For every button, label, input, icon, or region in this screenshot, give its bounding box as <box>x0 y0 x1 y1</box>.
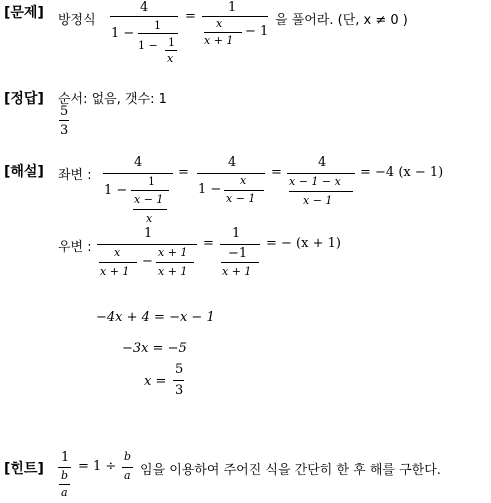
problem-lhs-inner-den-lead: 1 − <box>138 39 158 52</box>
solution-line3-num: 5 <box>175 362 184 377</box>
right-step1-b-num: x + 1 <box>158 246 188 259</box>
hint-frac-b: b <box>124 450 132 463</box>
right-result: = − (x + 1) <box>266 236 341 251</box>
left-eq2: = <box>271 165 282 180</box>
right-step2-num: 1 <box>232 226 241 241</box>
left-step2-inner-num: x <box>240 174 247 187</box>
left-step2-den-lead: 1 − <box>198 182 222 197</box>
left-step1-bar <box>103 173 173 174</box>
problem-rhs-den-num: x <box>216 17 223 30</box>
right-step2-bar <box>220 244 260 245</box>
right-step1-b-den: x + 1 <box>158 265 188 278</box>
hint-frac-den-bar <box>59 484 70 485</box>
hint-middle: = 1 ÷ <box>78 459 117 474</box>
right-step1-a-den: x + 1 <box>100 265 130 278</box>
hint-frac2-bar <box>122 467 133 468</box>
solution-right-label: 우변 : <box>58 240 92 255</box>
hint-frac-den-num: b <box>61 469 69 482</box>
left-step3-den-den: x − 1 <box>303 194 333 207</box>
problem-rhs-den-tail: − 1 <box>245 24 269 39</box>
right-step2-den-num: −1 <box>228 246 248 261</box>
left-step3-bar <box>287 173 355 174</box>
left-step2-num: 4 <box>228 155 237 170</box>
left-eq1: = <box>178 165 189 180</box>
solution-line3-bar <box>173 380 184 381</box>
problem-lhs-iid: x <box>167 52 174 65</box>
solution-line2: −3x = −5 <box>122 341 187 356</box>
answer-bar <box>59 120 69 121</box>
problem-prefix: 방정식 <box>58 13 96 28</box>
left-step1-inner-den-num: x − 1 <box>134 193 164 206</box>
right-step2-den-bar <box>221 262 259 263</box>
hint-label: [힌트] <box>4 461 44 477</box>
left-step1-inner-bar <box>131 190 169 191</box>
left-step2-bar <box>197 173 265 174</box>
hint-frac-num: 1 <box>61 450 70 465</box>
problem-lhs-den-lead: 1 − <box>111 26 135 41</box>
left-step2-inner-bar <box>224 190 264 191</box>
left-step1-num: 4 <box>134 155 143 170</box>
right-step1-minus: − <box>142 254 153 269</box>
left-step2-inner-den: x − 1 <box>226 192 256 205</box>
problem-rhs-den-bar <box>204 32 242 33</box>
problem-lhs-inner-bar <box>138 33 178 34</box>
right-step1-b-bar <box>156 262 194 263</box>
answer-label: [정답] <box>4 91 44 107</box>
left-step3-den-num: x − 1 − x <box>289 175 341 188</box>
left-step1-inner-den-den: x <box>146 212 153 225</box>
problem-lhs-inner-num: 1 <box>154 19 161 32</box>
right-eq1: = <box>203 236 214 251</box>
solution-left-label: 좌변 : <box>58 168 92 183</box>
right-step1-bar <box>97 244 197 245</box>
left-step3-den-bar <box>289 191 353 192</box>
hint-text: 임을 이용하여 주어진 식을 간단히 한 후 해를 구한다. <box>140 463 441 478</box>
problem-rhs-num: 1 <box>228 0 237 15</box>
problem-suffix: 을 풀어라. (단, x ≠ 0 ) <box>275 13 408 28</box>
solution-line3-den: 3 <box>175 383 184 398</box>
problem-lhs-iin: 1 <box>168 36 175 49</box>
left-step1-den-lead: 1 − <box>104 183 128 198</box>
problem-lhs-bar <box>110 16 178 17</box>
left-step1-inner-den-bar <box>133 209 167 210</box>
problem-lhs-num: 4 <box>140 0 149 15</box>
answer-num: 5 <box>60 104 69 119</box>
hint-frac-den-den: a <box>61 486 68 499</box>
hint-frac-bar <box>58 467 71 468</box>
right-step1-a-num: x <box>114 246 121 259</box>
left-result: = −4 (x − 1) <box>360 165 444 180</box>
problem-label: [문제] <box>4 5 44 21</box>
solution-line3-lead: x = <box>144 374 167 389</box>
right-step1-num: 1 <box>144 226 153 241</box>
solution-label: [해설] <box>4 164 44 180</box>
left-step3-num: 4 <box>318 155 327 170</box>
right-step2-den-den: x + 1 <box>222 265 252 278</box>
problem-rhs-bar <box>202 16 268 17</box>
problem-eq: = <box>185 9 196 24</box>
answer-text: 순서: 없음, 갯수: 1 <box>58 92 167 107</box>
solution-line1: −4x + 4 = −x − 1 <box>96 310 215 325</box>
answer-den: 3 <box>60 123 69 138</box>
hint-frac-a: a <box>124 469 131 482</box>
problem-lhs-iin-bar <box>165 50 177 51</box>
left-step1-inner-num: 1 <box>148 175 155 188</box>
problem-rhs-den-den: x + 1 <box>204 34 234 47</box>
right-step1-a-bar <box>99 262 137 263</box>
